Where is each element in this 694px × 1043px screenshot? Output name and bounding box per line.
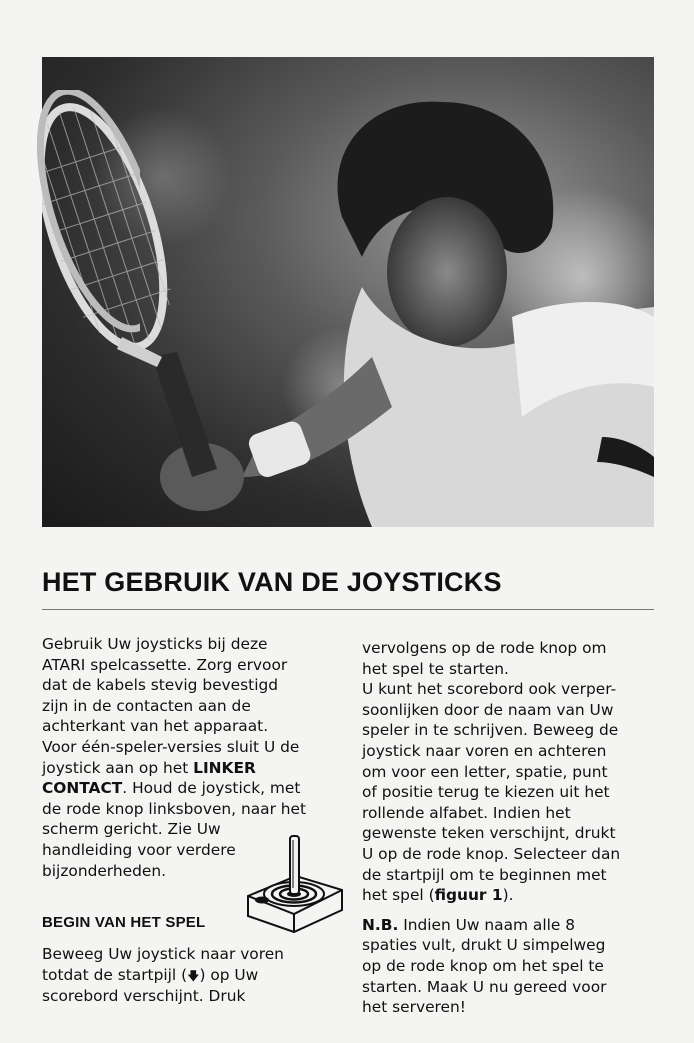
text-line [42,965,284,987]
text-line: vervolgens op de rode knop om [362,639,607,657]
text-fragment: . Houd de joystick, met [122,779,301,798]
text-line: soonlijken door de naam van Uw [362,700,614,719]
text-line: handleiding voor verdere [42,840,236,859]
bold-term: LINKER [193,758,256,777]
text-fragment: Indien Uw naam alle 8 [398,915,576,934]
page-title: HET GEBRUIK VAN DE JOYSTICKS [42,567,502,597]
bold-term: CONTACT [42,779,123,798]
text-line: de rode knop linksboven, naar het [42,799,307,818]
text-line: U op de rode knop. Selecteer dan [362,844,621,863]
text-line: ATARI spelcassette. Zorg ervoor [42,655,288,674]
section-subheading: BEGIN VAN HET SPEL [42,914,206,931]
text-line: rollende alfabet. Indien het [362,803,571,822]
text-line: scherm gericht. Zie Uw [42,820,221,839]
text-line: het serveren! [362,998,466,1017]
text-line: achterkant van het apparaat. [42,717,269,736]
text-line: zijn in de contacten aan de [42,696,251,715]
text-line: scorebord verschijnt. Druk [42,987,246,1006]
text-line: speler in te schrijven. Beweeg de [362,721,619,740]
text-line [42,758,332,779]
text-fragment: het spel ( [362,886,435,905]
text-fragment: totdat de startpijl ( [42,965,188,984]
text-line: de startpijl om te beginnen met [362,865,607,884]
text-line [362,915,662,936]
racket-rim-outside-icon [0,90,140,420]
text-line: bijzonderheden. [42,861,166,880]
figure-reference: figuur 1 [434,886,503,905]
text-line: starten. Maak U nu gereed voor [362,977,607,996]
text-fragment: joystick aan op het [42,758,194,777]
right-column [362,638,662,1018]
down-arrow-icon: 🡇 [187,968,200,983]
text-fragment: ) op Uw [199,965,259,984]
begin-paragraph [42,944,284,1007]
text-line: U kunt het scorebord ook verper- [362,680,617,699]
joystick-icon [244,828,344,940]
nb-label: N.B. [362,915,399,934]
text-line: gewenste teken verschijnt, drukt [362,824,616,843]
text-line: Gebruik Uw joysticks bij deze [42,635,268,653]
text-line: joystick naar voren en achteren [362,741,607,760]
text-line: Beweeg Uw joystick naar voren [42,945,284,963]
text-line: of positie terug te kiezen uit het [362,783,610,802]
nb-paragraph [362,915,662,1018]
text-line [362,885,662,906]
text-line: dat de kabels stevig bevestigd [42,676,279,695]
text-line: Voor één-speler-versies sluit U de [42,737,300,756]
text-fragment: ). [502,886,514,905]
heading-divider [42,609,654,610]
text-line [42,778,332,799]
text-line: op de rode knop om het spel te [362,956,604,975]
text-line: om voor een letter, spatie, punt [362,762,608,781]
text-line: het spel te starten. [362,659,509,678]
text-line: spaties vult, drukt U simpelweg [362,936,606,955]
